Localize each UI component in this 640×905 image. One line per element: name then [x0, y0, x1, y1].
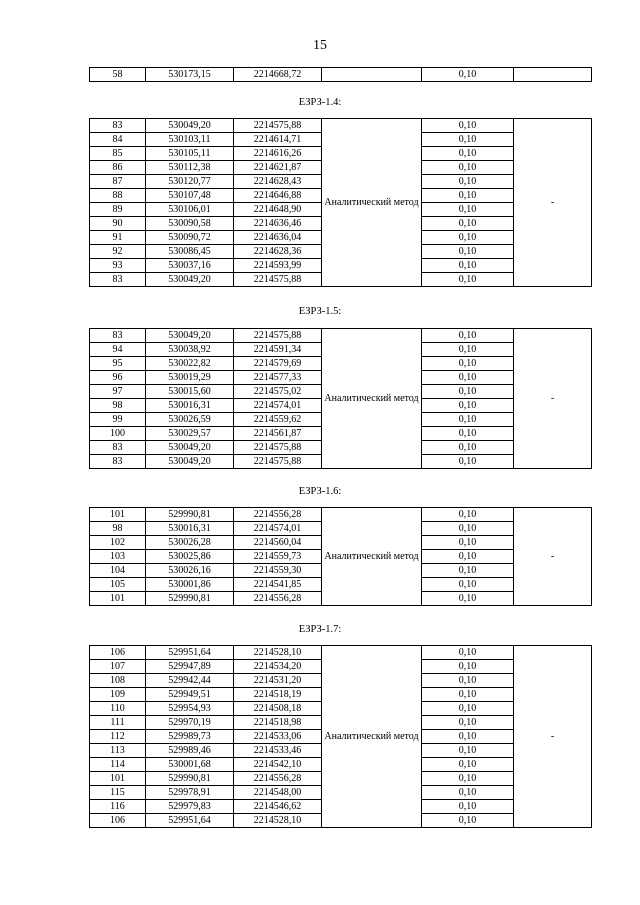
y-coordinate-cell: 2214531,20	[234, 674, 322, 688]
x-coordinate-cell: 530026,28	[146, 536, 234, 550]
point-number-cell: 94	[90, 343, 146, 357]
y-coordinate-cell: 2214556,28	[234, 508, 322, 522]
y-coordinate-cell: 2214561,87	[234, 427, 322, 441]
point-number-cell: 83	[90, 119, 146, 133]
precision-cell: 0,10	[422, 522, 514, 536]
point-number-cell: 111	[90, 716, 146, 730]
x-coordinate-cell: 529978,91	[146, 786, 234, 800]
precision-cell: 0,10	[422, 550, 514, 564]
y-coordinate-cell: 2214518,19	[234, 688, 322, 702]
precision-cell: 0,10	[422, 716, 514, 730]
section-title-ezrz-1-7: ЕЗРЗ-1.7:	[298, 624, 342, 635]
precision-cell: 0,10	[422, 413, 514, 427]
point-number-cell: 107	[90, 660, 146, 674]
coords-table-ezrz-1-6	[89, 507, 592, 606]
point-number-cell: 83	[90, 455, 146, 469]
precision-cell: 0,10	[422, 508, 514, 522]
precision-cell: 0,10	[422, 646, 514, 660]
x-coordinate-cell: 530090,72	[146, 231, 234, 245]
x-coordinate-cell: 530038,92	[146, 343, 234, 357]
coords-table-body	[90, 646, 592, 828]
point-number-cell: 89	[90, 203, 146, 217]
point-number-cell: 92	[90, 245, 146, 259]
method-cell: Аналитический метод	[322, 508, 422, 606]
accuracy-cell	[514, 68, 592, 82]
y-coordinate-cell: 2214541,85	[234, 578, 322, 592]
y-coordinate-cell: 2214591,34	[234, 343, 322, 357]
x-coordinate-cell: 530026,59	[146, 413, 234, 427]
point-number-cell: 95	[90, 357, 146, 371]
y-coordinate-cell: 2214508,18	[234, 702, 322, 716]
coords-table-body	[90, 508, 592, 606]
point-number-cell: 87	[90, 175, 146, 189]
table-row	[90, 508, 592, 522]
coords-table-body	[90, 68, 592, 82]
precision-cell: 0,10	[422, 688, 514, 702]
point-number-cell: 105	[90, 578, 146, 592]
precision-cell: 0,10	[422, 772, 514, 786]
y-coordinate-cell: 2214533,46	[234, 744, 322, 758]
precision-cell: 0,10	[422, 371, 514, 385]
point-number-cell: 109	[90, 688, 146, 702]
point-number-cell: 116	[90, 800, 146, 814]
precision-cell: 0,10	[422, 786, 514, 800]
precision-cell: 0,10	[422, 578, 514, 592]
y-coordinate-cell: 2214577,33	[234, 371, 322, 385]
point-number-cell: 98	[90, 522, 146, 536]
x-coordinate-cell: 530019,29	[146, 371, 234, 385]
coords-table-0	[89, 67, 592, 82]
point-number-cell: 101	[90, 772, 146, 786]
precision-cell: 0,10	[422, 744, 514, 758]
y-coordinate-cell: 2214575,88	[234, 441, 322, 455]
y-coordinate-cell: 2214579,69	[234, 357, 322, 371]
coords-table-ezrz-1-7	[89, 645, 592, 828]
y-coordinate-cell: 2214518,98	[234, 716, 322, 730]
point-number-cell: 108	[90, 674, 146, 688]
precision-cell: 0,10	[422, 329, 514, 343]
coords-table-ezrz-1-4	[89, 118, 592, 287]
point-number-cell: 58	[90, 68, 146, 82]
x-coordinate-cell: 529979,83	[146, 800, 234, 814]
precision-cell: 0,10	[422, 217, 514, 231]
point-number-cell: 114	[90, 758, 146, 772]
table-row	[90, 119, 592, 133]
point-number-cell: 90	[90, 217, 146, 231]
x-coordinate-cell: 530049,20	[146, 329, 234, 343]
method-cell: Аналитический метод	[322, 646, 422, 828]
y-coordinate-cell: 2214616,26	[234, 147, 322, 161]
precision-cell: 0,10	[422, 357, 514, 371]
x-coordinate-cell: 529990,81	[146, 592, 234, 606]
point-number-cell: 83	[90, 273, 146, 287]
method-cell	[322, 68, 422, 82]
y-coordinate-cell: 2214575,88	[234, 329, 322, 343]
y-coordinate-cell: 2214593,99	[234, 259, 322, 273]
point-number-cell: 113	[90, 744, 146, 758]
y-coordinate-cell: 2214528,10	[234, 814, 322, 828]
point-number-cell: 83	[90, 441, 146, 455]
point-number-cell: 112	[90, 730, 146, 744]
y-coordinate-cell: 2214628,36	[234, 245, 322, 259]
y-coordinate-cell: 2214668,72	[234, 68, 322, 82]
x-coordinate-cell: 530049,20	[146, 441, 234, 455]
point-number-cell: 115	[90, 786, 146, 800]
point-number-cell: 110	[90, 702, 146, 716]
point-number-cell: 106	[90, 646, 146, 660]
precision-cell: 0,10	[422, 800, 514, 814]
x-coordinate-cell: 529954,93	[146, 702, 234, 716]
x-coordinate-cell: 529949,51	[146, 688, 234, 702]
precision-cell: 0,10	[422, 427, 514, 441]
x-coordinate-cell: 530037,16	[146, 259, 234, 273]
accuracy-cell: -	[514, 646, 592, 828]
y-coordinate-cell: 2214560,04	[234, 536, 322, 550]
y-coordinate-cell: 2214621,87	[234, 161, 322, 175]
method-cell: Аналитический метод	[322, 119, 422, 287]
point-number-cell: 83	[90, 329, 146, 343]
precision-cell: 0,10	[422, 702, 514, 716]
x-coordinate-cell: 530016,31	[146, 399, 234, 413]
precision-cell: 0,10	[422, 730, 514, 744]
point-number-cell: 100	[90, 427, 146, 441]
precision-cell: 0,10	[422, 455, 514, 469]
y-coordinate-cell: 2214528,10	[234, 646, 322, 660]
y-coordinate-cell: 2214628,43	[234, 175, 322, 189]
point-number-cell: 101	[90, 508, 146, 522]
x-coordinate-cell: 529990,81	[146, 772, 234, 786]
point-number-cell: 103	[90, 550, 146, 564]
x-coordinate-cell: 530107,48	[146, 189, 234, 203]
x-coordinate-cell: 529970,19	[146, 716, 234, 730]
section-title-ezrz-1-4: ЕЗРЗ-1.4:	[298, 97, 342, 108]
point-number-cell: 91	[90, 231, 146, 245]
precision-cell: 0,10	[422, 147, 514, 161]
method-cell: Аналитический метод	[322, 329, 422, 469]
y-coordinate-cell: 2214542,10	[234, 758, 322, 772]
x-coordinate-cell: 530049,20	[146, 119, 234, 133]
precision-cell: 0,10	[422, 592, 514, 606]
y-coordinate-cell: 2214636,04	[234, 231, 322, 245]
point-number-cell: 93	[90, 259, 146, 273]
x-coordinate-cell: 530029,57	[146, 427, 234, 441]
coords-table-ezrz-1-5	[89, 328, 592, 469]
section-title-ezrz-1-5: ЕЗРЗ-1.5:	[298, 306, 342, 317]
table-row	[90, 329, 592, 343]
coords-table-body	[90, 329, 592, 469]
precision-cell: 0,10	[422, 189, 514, 203]
x-coordinate-cell: 530025,86	[146, 550, 234, 564]
point-number-cell: 106	[90, 814, 146, 828]
x-coordinate-cell: 529951,64	[146, 814, 234, 828]
x-coordinate-cell: 530026,16	[146, 564, 234, 578]
point-number-cell: 102	[90, 536, 146, 550]
y-coordinate-cell: 2214646,88	[234, 189, 322, 203]
x-coordinate-cell: 530112,38	[146, 161, 234, 175]
precision-cell: 0,10	[422, 385, 514, 399]
x-coordinate-cell: 529989,46	[146, 744, 234, 758]
x-coordinate-cell: 529989,73	[146, 730, 234, 744]
point-number-cell: 104	[90, 564, 146, 578]
y-coordinate-cell: 2214556,28	[234, 592, 322, 606]
y-coordinate-cell: 2214575,88	[234, 273, 322, 287]
precision-cell: 0,10	[422, 175, 514, 189]
x-coordinate-cell: 529947,89	[146, 660, 234, 674]
table-row	[90, 68, 592, 82]
y-coordinate-cell: 2214575,88	[234, 455, 322, 469]
x-coordinate-cell: 530001,86	[146, 578, 234, 592]
precision-cell: 0,10	[422, 133, 514, 147]
point-number-cell: 97	[90, 385, 146, 399]
x-coordinate-cell: 530086,45	[146, 245, 234, 259]
x-coordinate-cell: 529942,44	[146, 674, 234, 688]
y-coordinate-cell: 2214575,02	[234, 385, 322, 399]
precision-cell: 0,10	[422, 245, 514, 259]
y-coordinate-cell: 2214546,62	[234, 800, 322, 814]
y-coordinate-cell: 2214575,88	[234, 119, 322, 133]
y-coordinate-cell: 2214559,73	[234, 550, 322, 564]
table-row	[90, 646, 592, 660]
precision-cell: 0,10	[422, 68, 514, 82]
point-number-cell: 98	[90, 399, 146, 413]
x-coordinate-cell: 530103,11	[146, 133, 234, 147]
point-number-cell: 85	[90, 147, 146, 161]
precision-cell: 0,10	[422, 203, 514, 217]
y-coordinate-cell: 2214548,00	[234, 786, 322, 800]
x-coordinate-cell: 529990,81	[146, 508, 234, 522]
precision-cell: 0,10	[422, 441, 514, 455]
point-number-cell: 99	[90, 413, 146, 427]
y-coordinate-cell: 2214556,28	[234, 772, 322, 786]
point-number-cell: 101	[90, 592, 146, 606]
precision-cell: 0,10	[422, 231, 514, 245]
precision-cell: 0,10	[422, 119, 514, 133]
precision-cell: 0,10	[422, 259, 514, 273]
y-coordinate-cell: 2214559,30	[234, 564, 322, 578]
precision-cell: 0,10	[422, 273, 514, 287]
x-coordinate-cell: 530016,31	[146, 522, 234, 536]
precision-cell: 0,10	[422, 343, 514, 357]
point-number-cell: 88	[90, 189, 146, 203]
y-coordinate-cell: 2214636,46	[234, 217, 322, 231]
precision-cell: 0,10	[422, 660, 514, 674]
accuracy-cell: -	[514, 329, 592, 469]
precision-cell: 0,10	[422, 536, 514, 550]
y-coordinate-cell: 2214574,01	[234, 399, 322, 413]
x-coordinate-cell: 530015,60	[146, 385, 234, 399]
x-coordinate-cell: 530001,68	[146, 758, 234, 772]
page-number: 15	[313, 38, 327, 53]
accuracy-cell: -	[514, 119, 592, 287]
accuracy-cell: -	[514, 508, 592, 606]
y-coordinate-cell: 2214614,71	[234, 133, 322, 147]
x-coordinate-cell: 530106,01	[146, 203, 234, 217]
x-coordinate-cell: 530049,20	[146, 455, 234, 469]
y-coordinate-cell: 2214574,01	[234, 522, 322, 536]
x-coordinate-cell: 530049,20	[146, 273, 234, 287]
x-coordinate-cell: 530090,58	[146, 217, 234, 231]
y-coordinate-cell: 2214534,20	[234, 660, 322, 674]
precision-cell: 0,10	[422, 399, 514, 413]
precision-cell: 0,10	[422, 814, 514, 828]
x-coordinate-cell: 530105,11	[146, 147, 234, 161]
section-title-ezrz-1-6: ЕЗРЗ-1.6:	[298, 486, 342, 497]
x-coordinate-cell: 530173,15	[146, 68, 234, 82]
x-coordinate-cell: 529951,64	[146, 646, 234, 660]
y-coordinate-cell: 2214559,62	[234, 413, 322, 427]
precision-cell: 0,10	[422, 758, 514, 772]
x-coordinate-cell: 530120,77	[146, 175, 234, 189]
y-coordinate-cell: 2214648,90	[234, 203, 322, 217]
x-coordinate-cell: 530022,82	[146, 357, 234, 371]
y-coordinate-cell: 2214533,06	[234, 730, 322, 744]
point-number-cell: 96	[90, 371, 146, 385]
point-number-cell: 84	[90, 133, 146, 147]
point-number-cell: 86	[90, 161, 146, 175]
coords-table-body	[90, 119, 592, 287]
precision-cell: 0,10	[422, 674, 514, 688]
precision-cell: 0,10	[422, 161, 514, 175]
precision-cell: 0,10	[422, 564, 514, 578]
